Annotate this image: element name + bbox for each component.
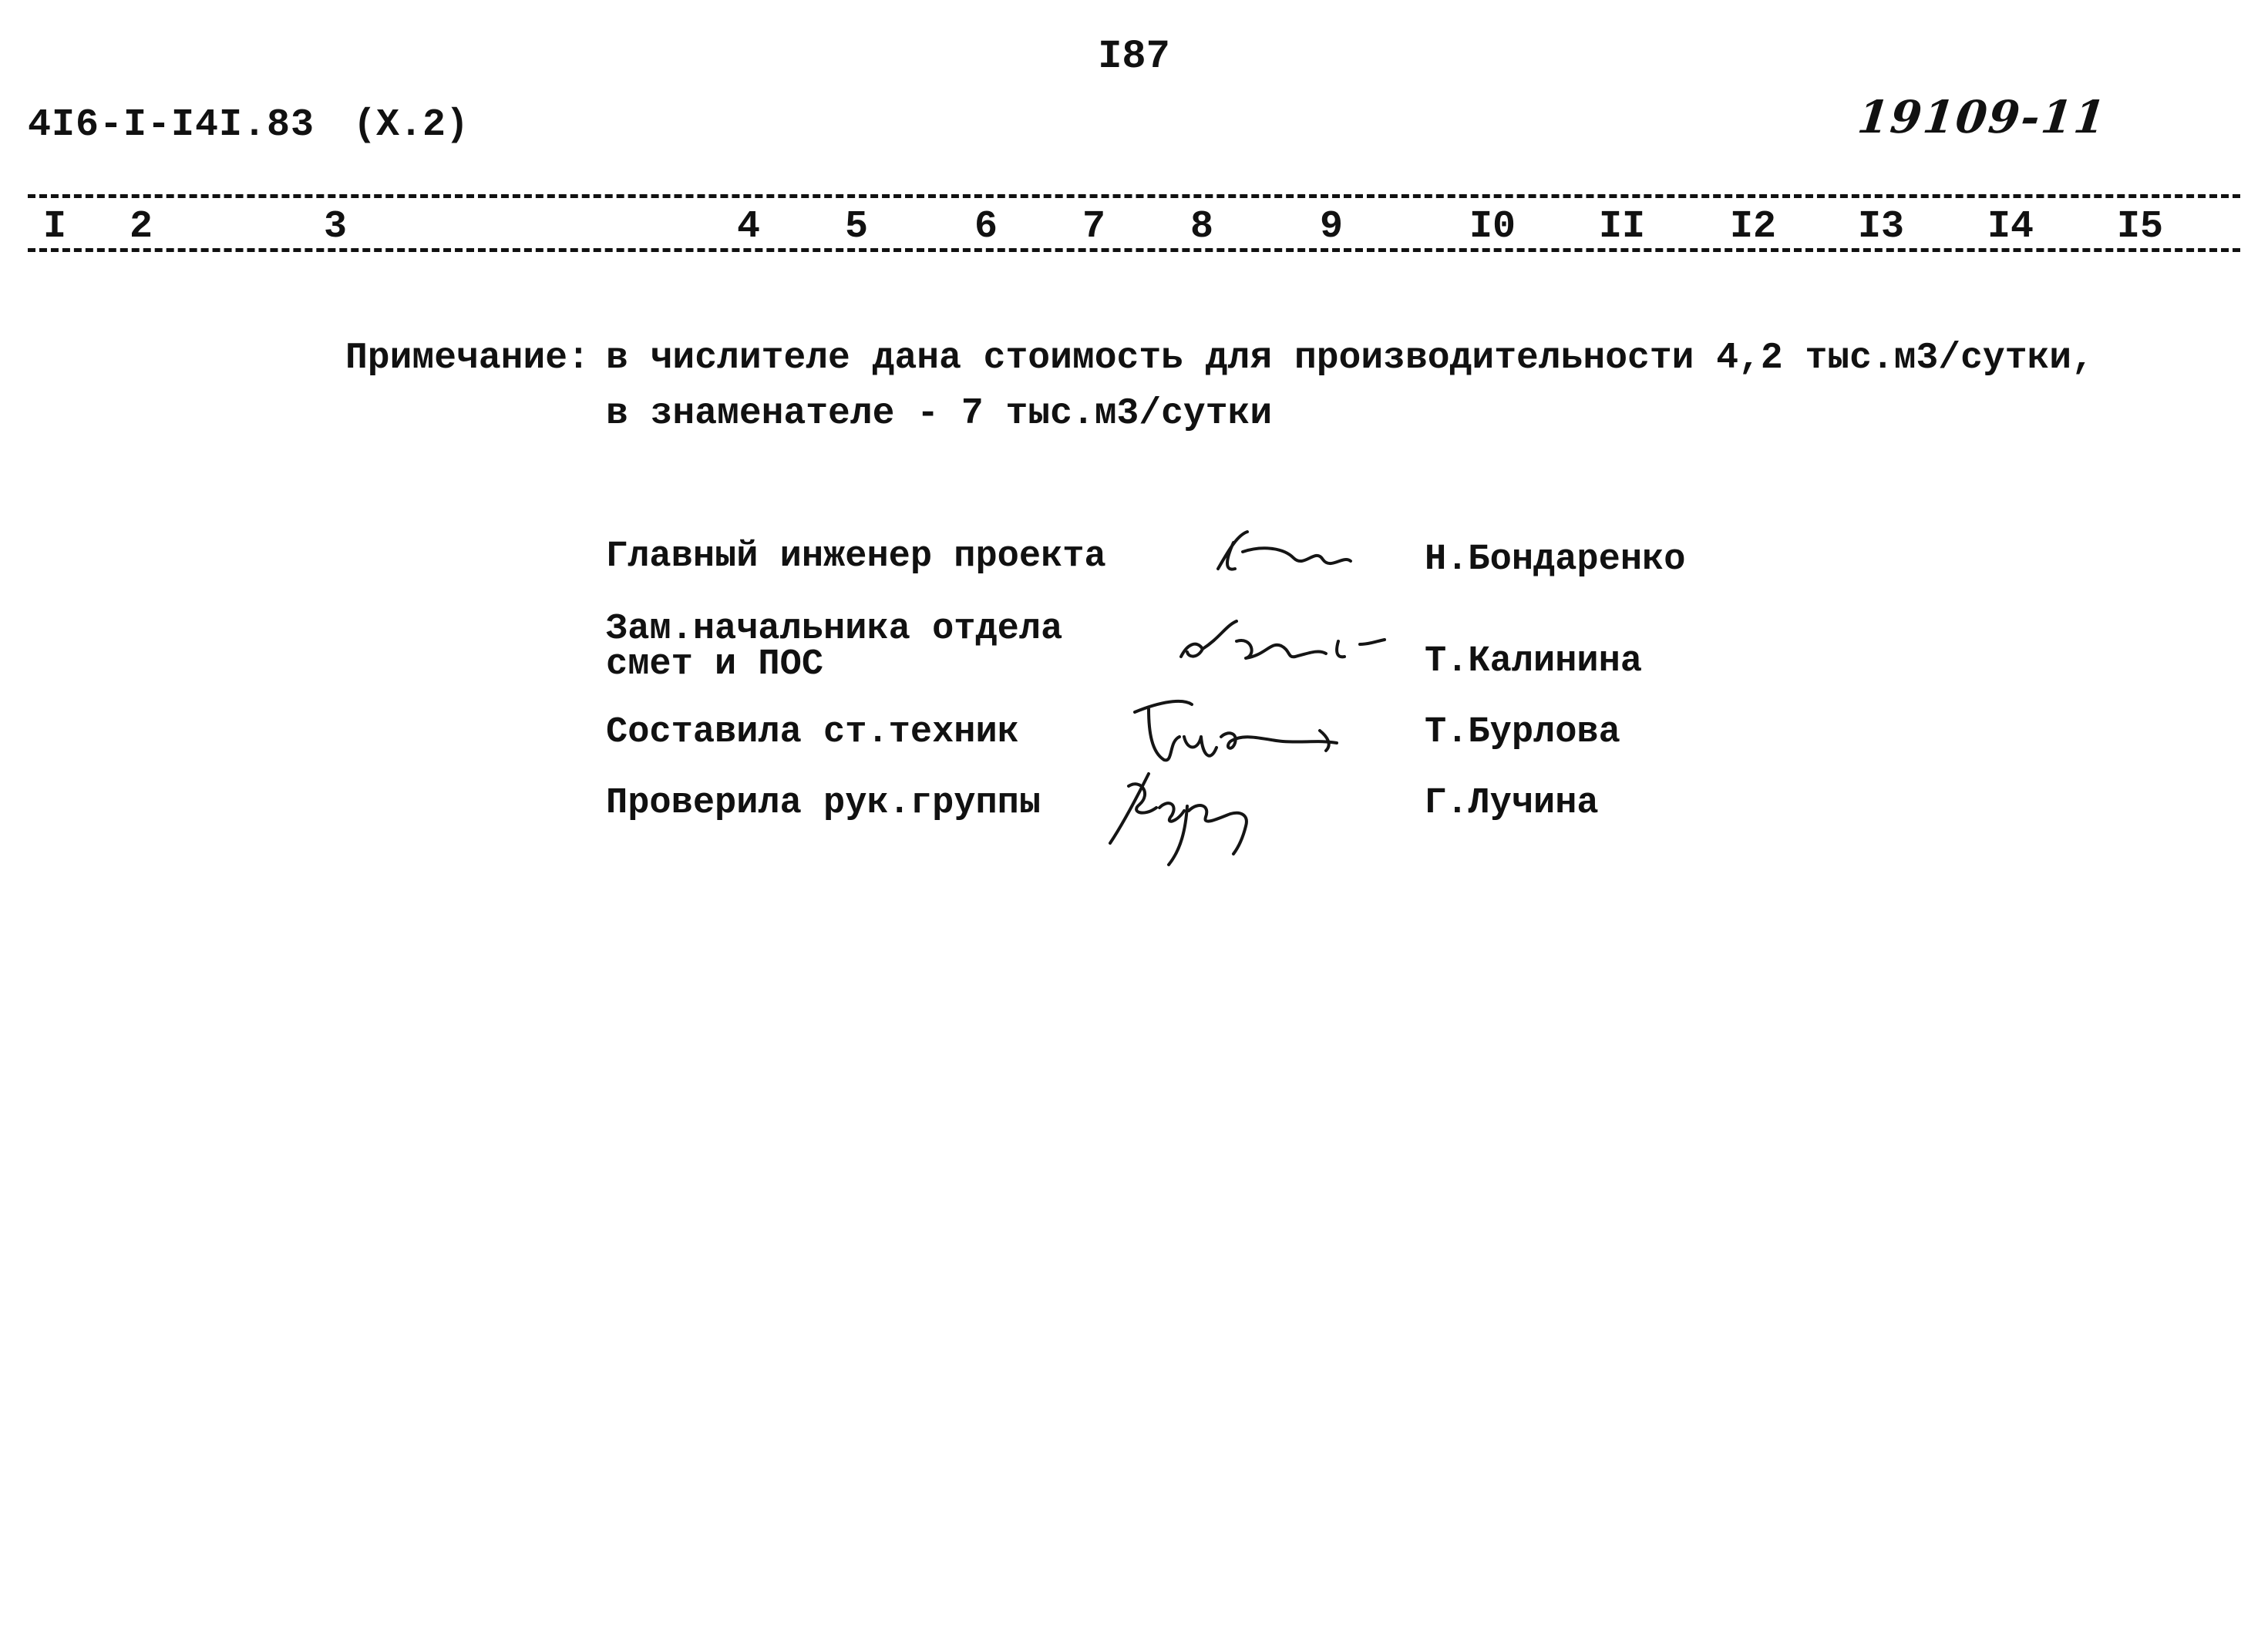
handwritten-archive-number: 19109-11 bbox=[1855, 91, 2110, 143]
column-number: I5 bbox=[2117, 205, 2164, 249]
signatory-role bbox=[606, 783, 1041, 824]
document-code: 4I6-I-I4I.83 bbox=[28, 103, 315, 147]
column-number: 3 bbox=[324, 205, 348, 249]
signatory-role bbox=[606, 536, 1106, 577]
signatory-name: Т.Бурлова bbox=[1425, 712, 1620, 753]
signatory-role-line: смет и ПОС bbox=[606, 644, 824, 685]
handwritten-signature-icon bbox=[1207, 524, 1361, 586]
signatory-role bbox=[606, 712, 1019, 753]
column-number: 8 bbox=[1190, 205, 1214, 249]
dashed-rule-top bbox=[28, 194, 2240, 198]
column-number: I bbox=[43, 205, 67, 249]
column-number: I2 bbox=[1730, 205, 1777, 249]
column-number: 5 bbox=[845, 205, 869, 249]
signatory-role-line: Проверила рук.группы bbox=[606, 783, 1041, 824]
signatory-role-line: Зам.начальника отдела bbox=[606, 609, 1063, 650]
column-number: 9 bbox=[1320, 205, 1344, 249]
signatory-name: Н.Бондаренко bbox=[1425, 539, 1686, 580]
signatory-role-line: Составила ст.техник bbox=[606, 712, 1019, 753]
page-number: I87 bbox=[1098, 34, 1170, 79]
column-number: I0 bbox=[1469, 205, 1516, 249]
handwritten-signature-icon bbox=[1095, 763, 1280, 871]
note-text-line: в знаменателе - 7 тыс.м3/сутки bbox=[606, 393, 1273, 435]
note-label: Примечание: bbox=[345, 338, 590, 379]
column-number: 4 bbox=[737, 205, 761, 249]
document-section: (X.2) bbox=[353, 103, 469, 147]
signatory-role-line: Главный инженер проекта bbox=[606, 536, 1106, 577]
column-number: I3 bbox=[1858, 205, 1905, 249]
column-number: 6 bbox=[974, 205, 998, 249]
dashed-rule-bottom bbox=[28, 248, 2240, 252]
column-number: I4 bbox=[1987, 205, 2034, 249]
note-text-line: в числителе дана стоимость для производительности 4,2 тыс.м3/сутки, bbox=[606, 338, 2094, 379]
signatory-role bbox=[606, 609, 1063, 685]
column-number: 7 bbox=[1082, 205, 1106, 249]
column-number: II bbox=[1599, 205, 1646, 249]
handwritten-signature-icon bbox=[1172, 610, 1395, 672]
signatory-name: Т.Калинина bbox=[1425, 641, 1643, 682]
signatory-name: Г.Лучина bbox=[1425, 783, 1599, 824]
handwritten-signature-icon bbox=[1118, 686, 1372, 771]
column-number: 2 bbox=[130, 205, 153, 249]
